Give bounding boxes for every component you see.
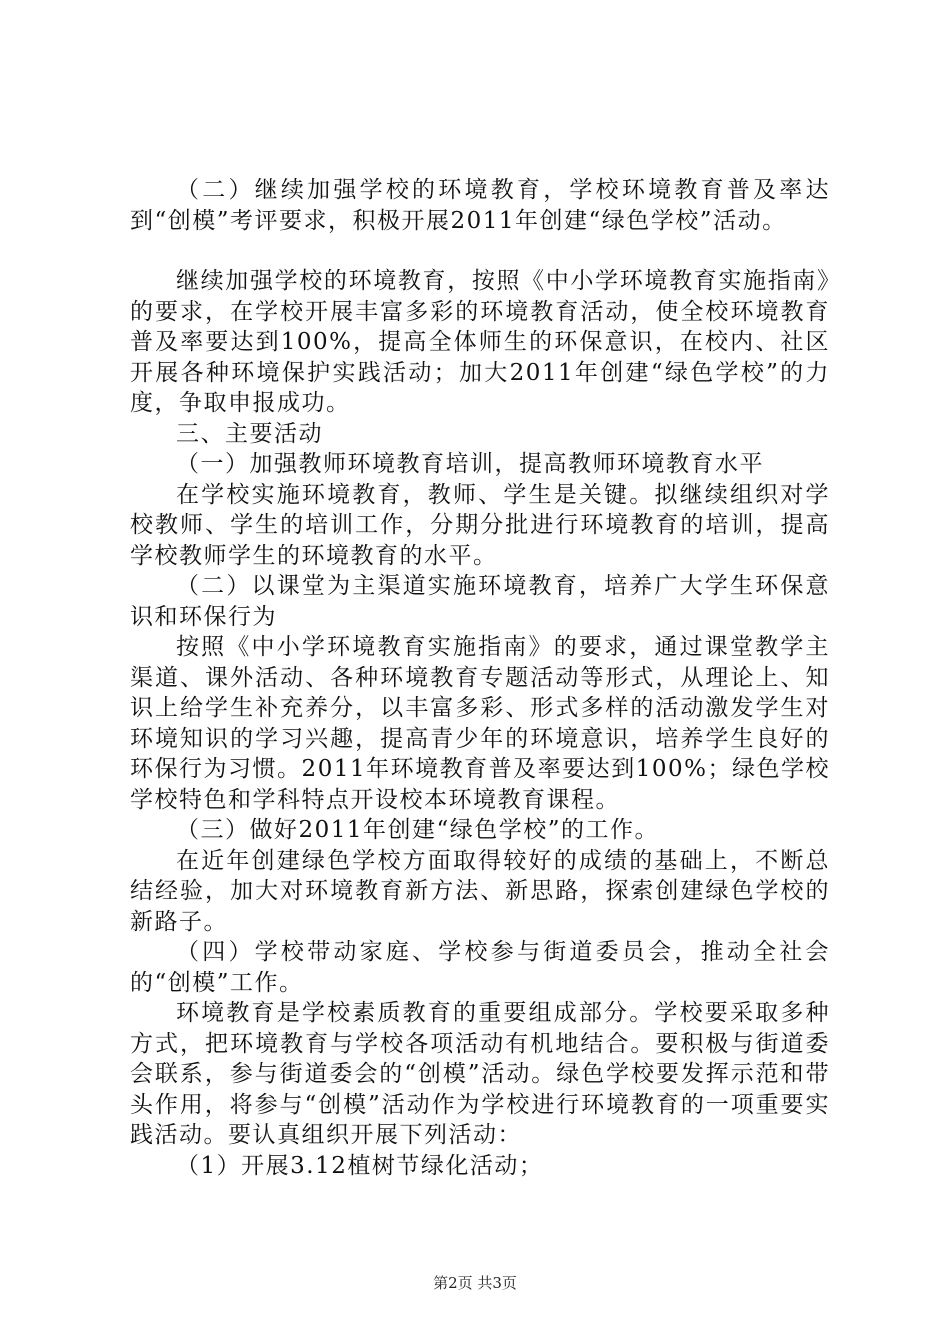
paragraph-section-two-body: 继续加强学校的环境教育，按照《中小学环境教育实施指南》的要求，在学校开展丰富多彩的环境教育活动，使全校环境教育普及率要达到100%，提高全体师生的环保意识，在校内、社区开展各种环境保护实践活动；加大2011年创建“绿色学校”的力度，争取申报成功。 (130, 268, 830, 416)
paragraph-classroom-channel: 按照《中小学环境教育实施指南》的要求，通过课堂教学主渠道、课外活动、各种环境教育专题活动等形式，从理论上、知识上给学生补充养分，以丰富多彩、形式多样的活动激发学生对环境知识的学习兴趣，提高青少年的环境意识，培养学生良好的环保行为习惯。2011年环境教育普及率要达到100%；绿色学校学校特色和学科特点开设校本环境教育课程。 (130, 634, 830, 813)
paragraph-family-community: 环境教育是学校素质教育的重要组成部分。学校要采取多种方式，把环境教育与学校各项活动有机地结合。要积极与街道委会联系，参与街道委会的“创模”活动。绿色学校要发挥示范和带头作用，将参与“创模”活动作为学校进行环境教育的一项重要实践活动。要认真组织开展下列活动： (130, 1000, 830, 1148)
list-item-arbor-day: （1）开展3.12植树节绿化活动； (176, 1152, 544, 1179)
page-number-indicator: 第2页 共3页 (433, 1274, 517, 1292)
page-footer (0, 1272, 950, 1293)
subheading-green-school: （三）做好2011年创建“绿色学校”的工作。 (176, 817, 660, 843)
subheading-classroom-channel: （二）以课堂为主渠道实施环境教育，培养广大学生环保意识和环保行为 (130, 573, 830, 630)
paragraph-section-two-heading: （二）继续加强学校的环境教育，学校环境教育普及率达到“创模”考评要求，积极开展2011年创建“绿色学校”活动。 (130, 177, 830, 234)
document-body (130, 175, 830, 1181)
heading-main-activities: 三、主要活动 (176, 420, 323, 447)
subheading-teacher-training: （一）加强教师环境教育培训，提高教师环境教育水平 (176, 451, 764, 477)
paragraph-teacher-training: 在学校实施环境教育，教师、学生是关键。拟继续组织对学校教师、学生的培训工作，分期分批进行环境教育的培训，提高学校教师学生的环境教育的水平。 (130, 481, 830, 569)
paragraph-green-school: 在近年创建绿色学校方面取得较好的成绩的基础上，不断总结经验，加大对环境教育新方法、新思路，探索创建绿色学校的新路子。 (130, 847, 830, 935)
subheading-family-community: （四）学校带动家庭、学校参与街道委员会，推动全社会的“创模”工作。 (130, 939, 830, 996)
